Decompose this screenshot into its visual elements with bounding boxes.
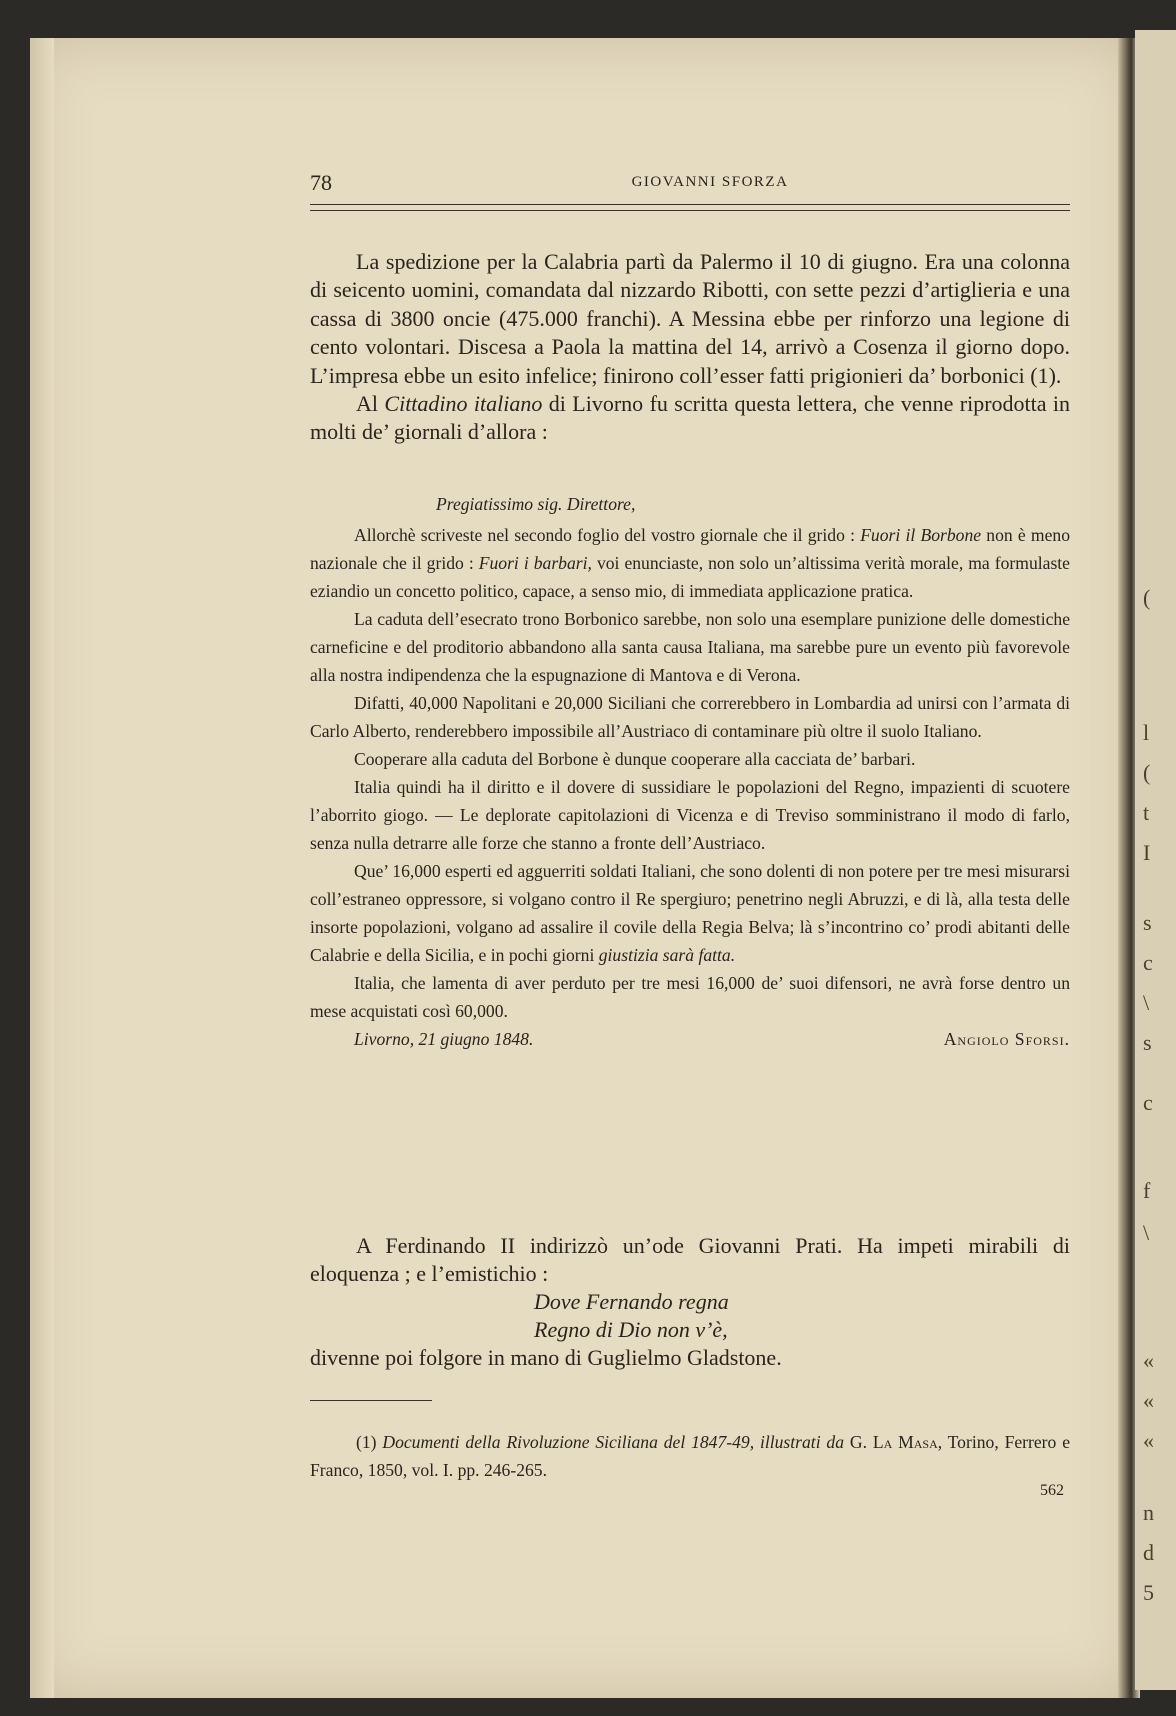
- letter-paragraph: Italia quindi ha il diritto e il dovere di sussidiare le popolazioni del Regno, impazienti di scuotere l’aborrito giogo. — Le deplorate capitolazioni di Vicenza e di Treviso somministrano il modo di farlo, senza nulla detrarre alle forze che stanno a fronte dell’Austriaco.: [310, 777, 1070, 853]
- text-span: G.: [844, 1432, 873, 1452]
- header-rule: [310, 210, 1070, 211]
- text-span: Allorchè scriveste nel secondo foglio del vostro giornale che il grido :: [354, 525, 861, 545]
- facing-fragment: (: [1143, 760, 1151, 785]
- paragraph: La spedizione per la Calabria partì da Palermo il 10 di giugno. Era una colonna di seicento uomini, comandata dal nizzardo Ribotti, con sette pezzi d’artiglieria e una cassa di 3800 oncie (475.000 franchi). A Messina ebbe per rinforzo una legione di cento volontari. Discesa a Paola la mattina del 14, arrivò a Cosenza il giorno dopo. L’impresa ebbe un esito infelice; finirono coll’esser fatti prigionieri da’ borbonici (1).: [310, 249, 1070, 388]
- quote: giustizia sarà fatta.: [598, 945, 736, 965]
- facing-fragment: \: [1143, 1220, 1150, 1245]
- facing-fragment: I: [1143, 840, 1151, 865]
- quoted-letter: [310, 490, 1070, 1053]
- page-header: [310, 170, 1070, 200]
- letter-author: Angiolo Sforsi.: [943, 1029, 1070, 1049]
- text-span: di Livorno fu scritta questa lettera, che venne riprodotta in molti de’ giornali d’allora :: [310, 391, 1071, 445]
- text-span: non è meno nazionale che il grido :: [310, 525, 1070, 573]
- letter-paragraph: Italia, che lamenta di aver perduto per tre mesi 16,000 de’ suoi difensori, ne avrà forse dentro un mese acquistati così 60,000.: [310, 973, 1070, 1021]
- footnote-marker: (1): [356, 1432, 383, 1452]
- letter-date: Livorno, 21 giugno 1848.: [354, 1029, 534, 1049]
- quote: Fuori il Borbone: [860, 525, 982, 545]
- verse-line: Regno di Dio non v’è,: [534, 1317, 728, 1342]
- newspaper-title: Cittadino italiano: [384, 391, 543, 417]
- letter-signature-line: [310, 1025, 1070, 1053]
- paragraph: A Ferdinando II indirizzò un’ode Giovanni Prati. Ha impeti mirabili di eloquenza ; e l’emistichio :: [310, 1233, 1070, 1286]
- header-rule: [310, 204, 1070, 205]
- letter-paragraph: Difatti, 40,000 Napolitani e 20,000 Siciliani che correrebbero in Lombardia ad unirsi con l’armata di Carlo Alberto, renderebbero impossibile all’Austriaco di contaminare più oltre il suolo Italiano.: [310, 693, 1070, 741]
- footnote-rule: [310, 1400, 432, 1401]
- running-title: GIOVANNI SFORZA: [631, 174, 789, 190]
- paragraph: divenne poi folgore in mano di Guglielmo Gladstone.: [310, 1345, 782, 1370]
- verse-line: Dove Fernando regna: [534, 1289, 729, 1314]
- quote: Fuori i barbari,: [478, 553, 592, 573]
- signature-mark: 562: [1040, 1482, 1064, 1499]
- facing-fragment: t: [1143, 800, 1150, 825]
- facing-fragment: «: [1143, 1388, 1154, 1413]
- facing-fragment: f: [1143, 1178, 1151, 1203]
- facing-fragment: d: [1143, 1540, 1154, 1565]
- letter-paragraph: [310, 521, 1070, 605]
- letter-paragraph: La caduta dell’esecrato trono Borbonico sarebbe, non solo una esemplare punizione delle domestiche carneficine e del proditorio abbandono alla santa causa Italiana, ma sarebbe pure un evento più favorevole alla nostra indipendenza che la espugnazione di Mantova e di Verona.: [310, 609, 1070, 685]
- paragraph: [310, 390, 1070, 447]
- page-number: 78: [310, 170, 332, 195]
- text-span: voi enunciaste, non solo un’altissima verità morale, ma formulaste eziandio un concetto politico, capace, a senso mio, di immediata applicazione pratica.: [310, 553, 1070, 601]
- facing-fragment: n: [1143, 1500, 1154, 1525]
- facing-fragment: (: [1143, 585, 1151, 610]
- letter-paragraph: [310, 857, 1070, 969]
- text-span: Al: [356, 391, 385, 417]
- footnote-text: [310, 1428, 1070, 1484]
- letter-salutation: Pregiatissimo sig. Direttore,: [436, 494, 636, 514]
- facing-fragment: c: [1143, 1090, 1153, 1115]
- facing-fragment: \: [1143, 990, 1150, 1015]
- facing-fragment: s: [1143, 1030, 1152, 1055]
- facing-fragment: c: [1143, 950, 1153, 975]
- page-edge: [30, 38, 54, 1698]
- footnote: [310, 1428, 1070, 1484]
- text-span: Torino, Ferrero e Franco, 1850, vol. I. pp. 246-265.: [310, 1432, 1070, 1480]
- facing-page-strip: [1135, 30, 1176, 1690]
- cited-title: Documenti della Rivoluzione Siciliana del 1847-49, illustrati da: [382, 1432, 845, 1452]
- facing-fragment: 5: [1143, 1580, 1154, 1605]
- facing-fragment: s: [1143, 910, 1152, 935]
- facing-fragment: «: [1143, 1428, 1154, 1453]
- facing-fragment: «: [1143, 1348, 1154, 1373]
- cited-author: La Masa,: [872, 1432, 943, 1452]
- letter-paragraph: Cooperare alla caduta del Borbone è dunque cooperare alla cacciata de’ barbari.: [354, 749, 916, 769]
- text-span: Que’ 16,000 esperti ed agguerriti soldati Italiani, che sono dolenti di non potere per tre mesi misurarsi coll’estraneo oppressore, si volgano contro il Re spergiuro; penetrino negli Abruzzi, e di là, alla testa delle insorte popolazioni, volgano ad assalire il covile della Regia Belva; là s’incontrino co’ prodi abitanti delle Calabrie e della Sicilia, e in pochi giorni: [310, 861, 1070, 965]
- closing-text: [310, 1232, 1070, 1372]
- main-text: [310, 248, 1070, 447]
- facing-fragment: l: [1143, 720, 1150, 745]
